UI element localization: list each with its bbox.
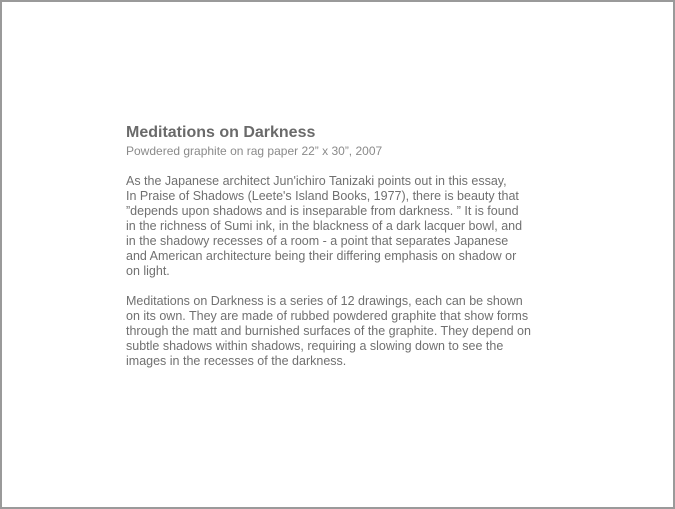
paragraph-line: ”depends upon shadows and is inseparable from darkness. ” It is found — [126, 204, 519, 218]
intro-paragraph — [126, 174, 586, 279]
paragraph-line: through the matt and burnished surfaces of the graphite. They depend on — [126, 324, 531, 338]
paragraph-line: In Praise of Shadows (Leete's Island Books, 1977), there is beauty that — [126, 189, 519, 203]
paragraph-line: As the Japanese architect Jun'ichiro Tanizaki points out in this essay, — [126, 174, 507, 188]
paragraph-line: subtle shadows within shadows, requiring a slowing down to see the — [126, 339, 504, 353]
paragraph-line: on light. — [126, 264, 170, 278]
paragraph-line: on its own. They are made of rubbed powdered graphite that show forms — [126, 309, 529, 323]
artwork-title: Meditations on Darkness — [126, 124, 316, 141]
paragraph-line: in the shadowy recesses of a room - a point that separates Japanese — [126, 234, 509, 248]
paragraph-line: Meditations on Darkness is a series of 12 drawings, each can be shown — [126, 294, 523, 308]
paragraph-line: in the richness of Sumi ink, in the blackness of a dark lacquer bowl, and — [126, 219, 523, 233]
paragraph-line: and American architecture being their differing emphasis on shadow or — [126, 249, 517, 263]
paragraph-line: images in the recesses of the darkness. — [126, 354, 347, 368]
artwork-description — [126, 123, 586, 384]
series-paragraph — [126, 294, 586, 369]
artwork-medium: Powdered graphite on rag paper 22” x 30”, 2007 — [126, 144, 383, 158]
